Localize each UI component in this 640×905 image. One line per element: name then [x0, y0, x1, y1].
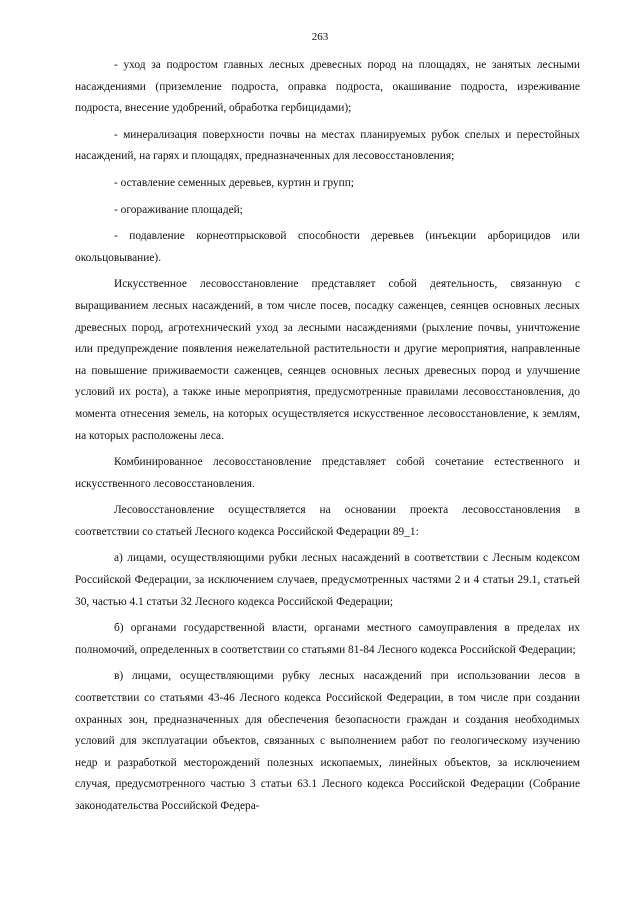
list-item-c: в) лицами, осуществляющими рубку лесных насаждений при использовании лесов в соответствии со статьями 43-46 Лесного кодекса Российской Федерации, в том числе при создании охранных зон, предназначенных для обеспечения безопасности граждан и создания необходимых условий для эксплуатации объектов, связанных с выполнением работ по геологическому изучению недр и разработкой месторождений полезных ископаемых, линейных объектов, за исключением случая, предусмотренного частью 3 статьи 63.1 Лесного кодекса Российской Федерации (Собрание законодательства Российской Федера- [75, 670, 580, 812]
list-item-a: а) лицами, осуществляющими рубки лесных насаждений в соответствии с Лесным кодексом Российской Федерации, за исключением случаев, предусмотренных частями 2 и 4 статьи 29.1, статьей 30, частью 4.1 статьи 32 Лесного кодекса Российской Федерации; [75, 552, 580, 608]
page-number: 263 [311, 31, 329, 43]
list-item-b: б) органами государственной власти, органами местного самоуправления в пределах их полномочий, определенных в соответствии со статьями 81-84 Лесного кодекса Российской Федерации; [75, 622, 580, 656]
list-item-root-suppression: - подавление корнеотпрысковой способности деревьев (инъекции арборицидов или окольцовывание). [75, 230, 580, 264]
paragraph-artificial-reforestation: Искусственное лесовосстановление представляет собой деятельность, связанную с выращиванием лесных насаждений, в том числе посев, посадку саженцев, сеянцев основных лесных древесных пород, агротехнический уход за лесными насаждениями (рыхление почвы, уничтожение или предупреждение появления нежелательной растительности и другие мероприятия, направленные на повышение приживаемости саженцев, сеянцев основных лесных древесных пород и улучшение условий их роста), а также иные мероприятия, предусмотренные правилами лесовосстановления, до момента отнесения земель, на которых осуществляется искусственное лесовосстановление, к землям, на которых расположены леса. [75, 278, 580, 442]
paragraph-combined-reforestation: Комбинированное лесовосстановление представляет собой сочетание естественного и искусственного лесовосстановления. [75, 456, 580, 490]
document-body [75, 55, 580, 823]
list-item-fencing: - огораживание площадей; [114, 203, 243, 216]
paragraph-reforestation-basis: Лесовосстановление осуществляется на основании проекта лесовосстановления в соответствии со статьей Лесного кодекса Российской Федерации 89_1: [75, 504, 580, 538]
list-item-soil-mineralization: - минерализация поверхности почвы на местах планируемых рубок спелых и перестойных насаждений, на гарях и площадях, предназначенных для лесовосстановления; [75, 128, 580, 163]
list-item-undergrowth-care: - уход за подростом главных лесных древесных пород на площадях, не занятых лесными насаждениями (приземление подроста, оправка подроста, окашивание подроста, изреживание подроста, внесение удобрений, обработка гербицидами); [75, 59, 580, 115]
list-item-seed-trees: - оставление семенных деревьев, куртин и групп; [114, 176, 354, 189]
